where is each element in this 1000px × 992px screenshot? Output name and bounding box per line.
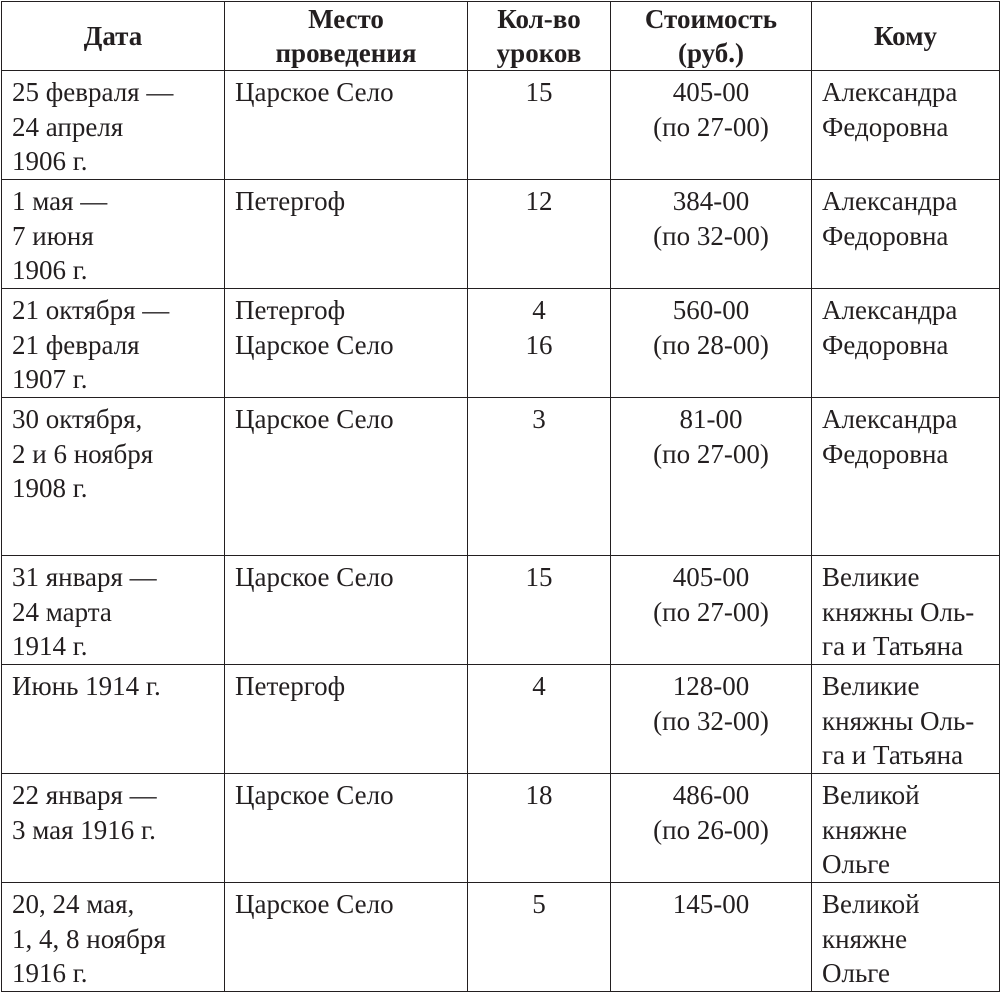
cell-place: Петергоф Царское Село [225, 289, 468, 398]
cell-whom: Александра Федоровна [812, 71, 1000, 180]
cell-whom: Великой княжне Ольге [812, 774, 1000, 883]
table-row [2, 883, 1000, 992]
cell-count: 3 [468, 398, 611, 556]
table-row [2, 180, 1000, 289]
cell-date: 22 января — 3 мая 1916 г. [2, 774, 225, 883]
header-whom: Кому [812, 2, 1000, 71]
table-header-row [2, 2, 1000, 71]
cell-place: Царское Село [225, 883, 468, 992]
cell-place: Царское Село [225, 71, 468, 180]
table-row [2, 665, 1000, 774]
cell-cost: 486-00 (по 26-00) [611, 774, 812, 883]
header-date: Дата [2, 2, 225, 71]
cell-count: 12 [468, 180, 611, 289]
header-place: Место проведения [225, 2, 468, 71]
cell-place: Царское Село [225, 556, 468, 665]
table-row [2, 556, 1000, 665]
cell-whom: Александра Федоровна [812, 289, 1000, 398]
cell-place: Царское Село [225, 398, 468, 556]
header-count: Кол-во уроков [468, 2, 611, 71]
cell-date: 25 февраля — 24 апреля 1906 г. [2, 71, 225, 180]
cell-cost: 81-00 (по 27-00) [611, 398, 812, 556]
cell-date: 21 октября — 21 февраля 1907 г. [2, 289, 225, 398]
table-row [2, 71, 1000, 180]
lessons-table [1, 1, 1000, 992]
cell-date: Июнь 1914 г. [2, 665, 225, 774]
header-cost: Стоимость (руб.) [611, 2, 812, 71]
cell-count: 18 [468, 774, 611, 883]
cell-count: 5 [468, 883, 611, 992]
cell-count: 15 [468, 556, 611, 665]
cell-whom: Великие княжны Оль- га и Татьяна [812, 556, 1000, 665]
cell-cost: 405-00 (по 27-00) [611, 71, 812, 180]
table-row [2, 774, 1000, 883]
cell-cost: 405-00 (по 27-00) [611, 556, 812, 665]
cell-count: 15 [468, 71, 611, 180]
cell-whom: Великой княжне Ольге [812, 883, 1000, 992]
cell-date: 30 октября, 2 и 6 ноября 1908 г. [2, 398, 225, 556]
cell-place: Петергоф [225, 180, 468, 289]
cell-place: Царское Село [225, 774, 468, 883]
cell-date: 31 января — 24 марта 1914 г. [2, 556, 225, 665]
cell-cost: 560-00 (по 28-00) [611, 289, 812, 398]
cell-count: 4 16 [468, 289, 611, 398]
cell-cost: 128-00 (по 32-00) [611, 665, 812, 774]
cell-cost: 145-00 [611, 883, 812, 992]
cell-whom: Александра Федоровна [812, 180, 1000, 289]
cell-whom: Александра Федоровна [812, 398, 1000, 556]
cell-cost: 384-00 (по 32-00) [611, 180, 812, 289]
cell-date: 1 мая — 7 июня 1906 г. [2, 180, 225, 289]
cell-count: 4 [468, 665, 611, 774]
table-row [2, 398, 1000, 556]
cell-whom: Великие княжны Оль- га и Татьяна [812, 665, 1000, 774]
table-row [2, 289, 1000, 398]
cell-place: Петергоф [225, 665, 468, 774]
cell-date: 20, 24 мая, 1, 4, 8 ноября 1916 г. [2, 883, 225, 992]
